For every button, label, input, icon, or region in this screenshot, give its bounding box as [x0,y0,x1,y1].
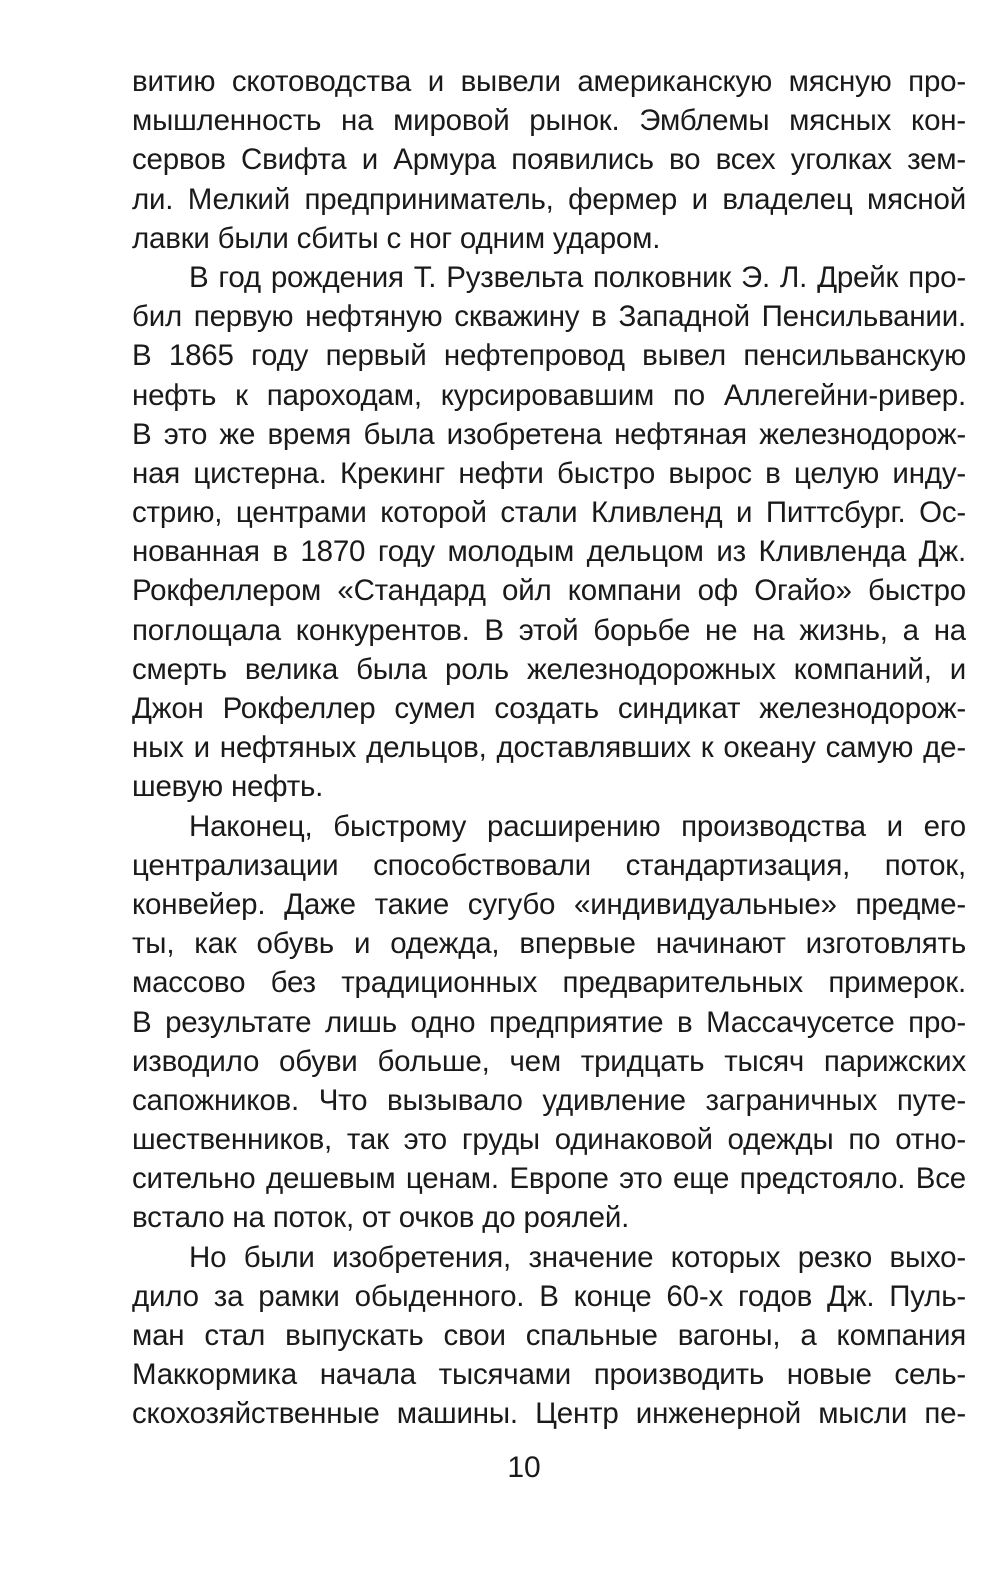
paragraph-3 [132,807,966,1238]
text-line: смерть велика была роль железнодорожных компаний, и [132,652,966,686]
text-line: Джон Рокфеллер сумел создать синдикат железнодорож- [132,692,966,725]
text-line: массово без традиционных предварительных примерок. [132,966,966,1000]
text-line: В результате лишь одно предприятие в Массачусетсе про- [132,1005,966,1039]
text-line: стрию, центрами которой стали Кливленд и Питтсбург. Ос- [132,496,966,530]
text-line: централизации способствовали стандартизация, поток, [132,848,966,882]
text-line: ных и нефтяных дельцов, доставлявших к океану самую де- [132,731,966,765]
text-line: шевую нефть. [132,770,324,804]
text-line: поглощала конкурентов. В этой борьбе не на жизнь, а на [132,613,966,647]
text-line: дило за рамки обыденного. В конце 60-х годов Дж. Пуль- [132,1279,966,1313]
text-line: ная цистерна. Крекинг нефти быстро вырос в целую инду- [132,456,966,490]
paragraph-4 [132,1238,966,1434]
text-line: сапожников. Что вызывало удивление заграничных путе- [132,1083,966,1117]
text-line: В это же время была изобретена нефтяная железнодорож- [132,417,966,451]
text-line: скохозяйственные машины. Центр инженерной мысли пе- [132,1397,966,1431]
text-line: конвейер. Даже такие сугубо «индивидуальные» предме- [132,887,966,921]
text-line: В год рождения Т. Рузвельта полковник Э. Л. Дрейк про- [189,260,966,294]
text-line: Но были изобретения, значение которых резко выхо- [189,1240,966,1274]
text-line: Маккормика начала тысячами производить новые сель- [132,1358,966,1392]
text-line: сительно дешевым ценам. Европе это еще предстояло. Все [132,1162,966,1196]
text-line: В 1865 году первый нефтепровод вывел пенсильванскую [132,339,966,373]
text-line: шественников, так это груды одинаковой одежды по отно- [132,1123,966,1157]
page-number: 10 [507,1451,541,1484]
text-line: мышленность на мировой рынок. Эмблемы мясных кон- [132,104,966,138]
text-line: ли. Мелкий предприниматель, фермер и владелец мясной [132,182,966,216]
paragraph-2 [132,258,966,807]
text-line: Наконец, быстрому расширению производства и его [189,809,966,843]
text-line: лавки были сбиты с ног одним ударом. [132,221,661,255]
text-line: нефть к пароходам, курсировавшим по Аллегейни-ривер. [132,378,966,412]
text-line: встало на поток, от очков до роялей. [132,1201,630,1235]
text-line: витию скотоводства и вывели американскую мясную про- [132,65,966,98]
page-body [132,62,966,1434]
text-line: нованная в 1870 году молодым дельцом из Кливленда Дж. [132,535,966,569]
text-line: сервов Свифта и Армура появились во всех уголках зем- [132,143,966,177]
text-line: ман стал выпускать свои спальные вагоны, а компания [132,1319,966,1352]
text-line: ты, как обувь и одежда, впервые начинают изготовлять [132,927,966,961]
paragraph-1 [132,62,966,258]
text-line: изводило обуви больше, чем тридцать тысяч парижских [132,1044,966,1078]
text-line: бил первую нефтяную скважину в Западной Пенсильвании. [132,300,966,334]
text-line: Рокфеллером «Стандард ойл компани оф Огайо» быстро [132,574,966,608]
